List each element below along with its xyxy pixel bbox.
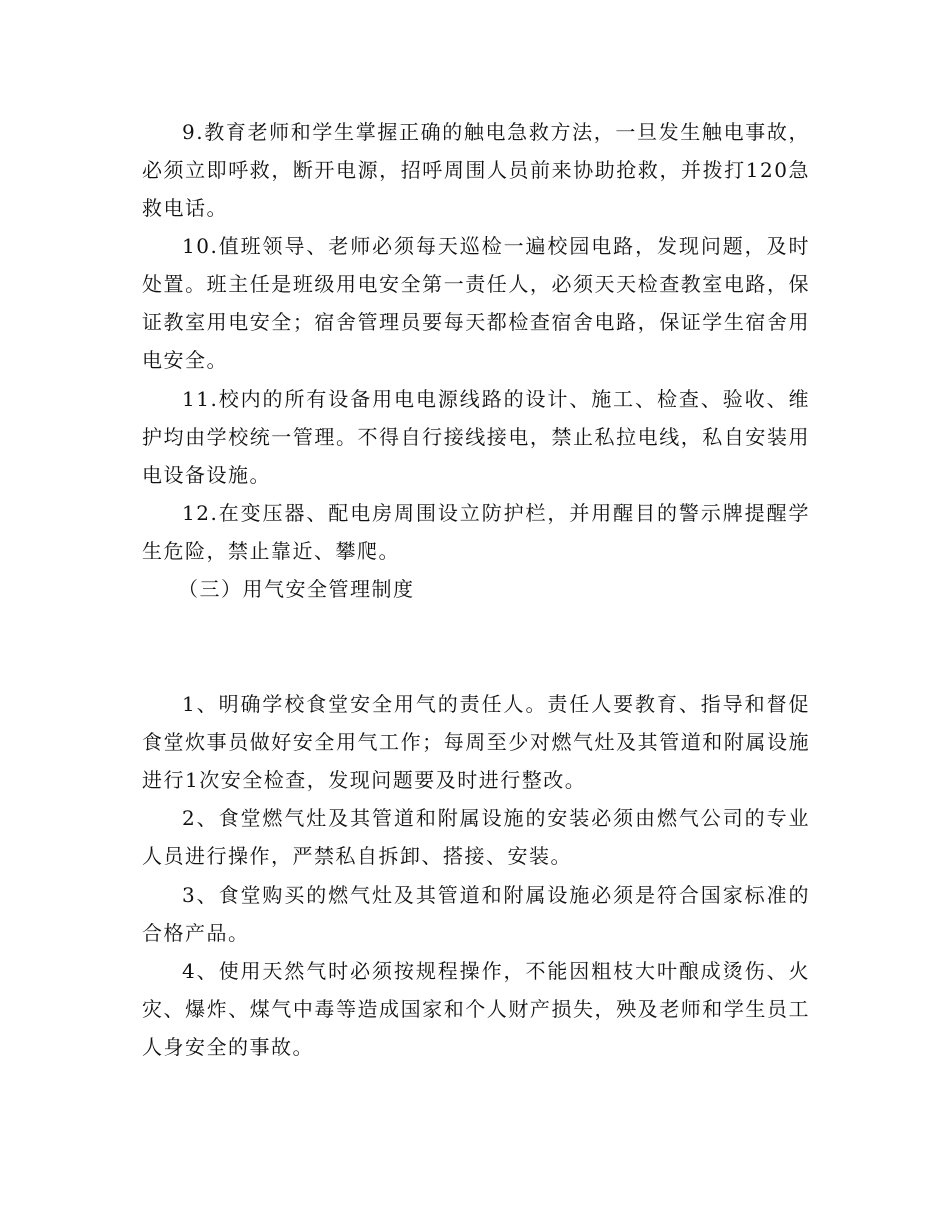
paragraph-item-9: 9.教育老师和学生掌握正确的触电急救方法，一旦发生触电事故，必须立即呼救，断开电源，招呼周围人员前来协助抢救，并拨打120急救电话。 (142, 120, 810, 220)
section-heading-gas-safety: （三）用气安全管理制度 (178, 577, 415, 601)
paragraph-item-10: 10.值班领导、老师必须每天巡检一遍校园电路，发现问题，及时处置。班主任是班级用电安全第一责任人，必须天天检查教室电路，保证教室用电安全；宿舍管理员要每天都检查宿舍电路，保证学生宿舍用电安全。 (142, 234, 810, 372)
paragraph-gas-1: 1、明确学校食堂安全用气的责任人。责任人要教育、指导和督促食堂炊事员做好安全用气工作；每周至少对燃气灶及其管道和附属设施进行1次安全检查，发现问题要及时进行整改。 (142, 692, 810, 792)
paragraph-item-11: 11.校内的所有设备用电电源线路的设计、施工、检查、验收、维护均由学校统一管理。不得自行接线接电，禁止私拉电线，私自安装用电设备设施。 (142, 387, 810, 487)
paragraph-gas-4: 4、使用天然气时必须按规程操作，不能因粗枝大叶酿成烫伤、火灾、爆炸、煤气中毒等造成国家和个人财产损失，殃及老师和学生员工人身安全的事故。 (142, 959, 810, 1059)
paragraph-item-12: 12.在变压器、配电房周围设立防护栏，并用醒目的警示牌提醒学生危险，禁止靠近、攀爬。 (142, 501, 810, 563)
paragraph-gas-2: 2、食堂燃气灶及其管道和附属设施的安装必须由燃气公司的专业人员进行操作，严禁私自拆卸、搭接、安装。 (142, 806, 810, 868)
paragraph-gas-3: 3、食堂购买的燃气灶及其管道和附属设施必须是符合国家标准的合格产品。 (142, 883, 810, 945)
